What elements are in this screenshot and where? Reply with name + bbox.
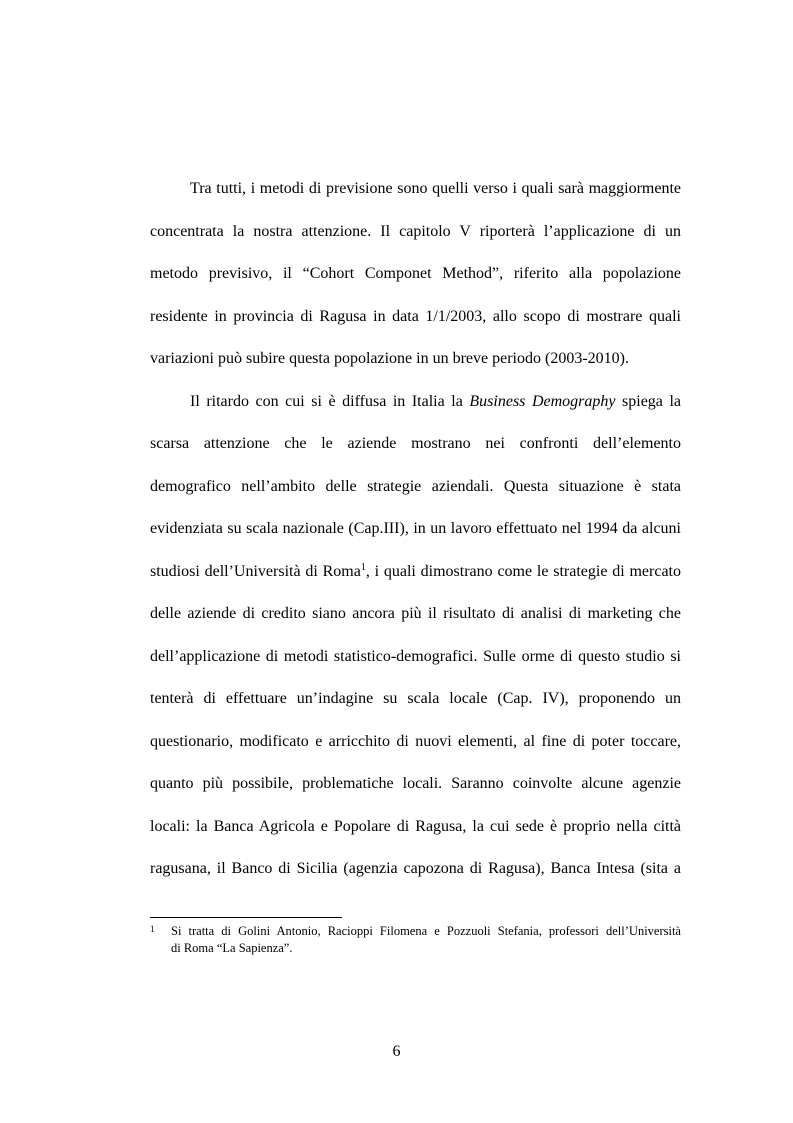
footnote-reference: 1 — [360, 562, 366, 573]
line-text: spiega la — [615, 393, 682, 410]
paragraph-1-line-4: residente in provincia di Ragusa in data 1/1/2003, allo scopo di mostrare quali — [150, 308, 681, 325]
footnote-line-2: di Roma “La Sapienza”. — [171, 941, 293, 955]
footnote-number: 1 — [150, 924, 155, 934]
paragraph-2-line-8: tenterà di effettuare un’indagine su scala locale (Cap. IV), proponendo un — [150, 690, 681, 707]
paragraph-1-line-2: concentrata la nostra attenzione. Il capitolo V riporterà l’applicazione di un — [150, 223, 681, 240]
paragraph-2-line-11: locali: la Banca Agricola e Popolare di Ragusa, la cui sede è proprio nella città — [150, 818, 681, 835]
italic-phrase: Business Demography — [469, 393, 616, 410]
line-text: studiosi dell’Università di Roma — [150, 563, 361, 580]
line-text: Il ritardo con cui si è diffusa in Italia la — [190, 393, 463, 410]
paragraph-2-line-1 — [150, 392, 681, 412]
paragraph-1-line-1: Tra tutti, i metodi di previsione sono quelli verso i quali sarà maggiormente — [190, 180, 681, 197]
footnote-line-1: Si tratta di Golini Antonio, Racioppi Filomena e Pozzuoli Stefania, professori dell’Università — [171, 924, 681, 938]
paragraph-2-line-4: evidenziata su scala nazionale (Cap.III), in un lavoro effettuato nel 1994 da alcuni — [150, 520, 681, 537]
paragraph-2-line-6: delle aziende di credito siano ancora più il risultato di analisi di marketing che — [150, 605, 681, 622]
paragraph-2-line-12: ragusana, il Banco di Sicilia (agenzia capozona di Ragusa), Banca Intesa (sita a — [150, 860, 681, 877]
line-text: , i quali dimostrano come le strategie di mercato — [365, 563, 682, 580]
paragraph-2-line-5 — [150, 562, 681, 582]
page-number: 6 — [392, 1043, 401, 1060]
paragraph-2-line-10: quanto più possibile, problematiche locali. Saranno coinvolte alcune agenzie — [150, 775, 681, 792]
footnote-divider — [150, 917, 342, 918]
paragraph-1-line-5: variazioni può subire questa popolazione in un breve periodo (2003-2010). — [150, 350, 629, 367]
paragraph-1-line-3: metodo previsivo, il “Cohort Componet Method”, riferito alla popolazione — [150, 265, 681, 282]
paragraph-2-line-9: questionario, modificato e arricchito di nuovi elementi, al fine di poter toccare, — [150, 733, 681, 750]
paragraph-2-line-2: scarsa attenzione che le aziende mostrano nei confronti dell’elemento — [150, 435, 681, 452]
paragraph-2-line-7: dell’applicazione di metodi statistico-demografici. Sulle orme di questo studio si — [150, 648, 681, 665]
paragraph-2-line-3: demografico nell’ambito delle strategie aziendali. Questa situazione è stata — [150, 478, 681, 495]
